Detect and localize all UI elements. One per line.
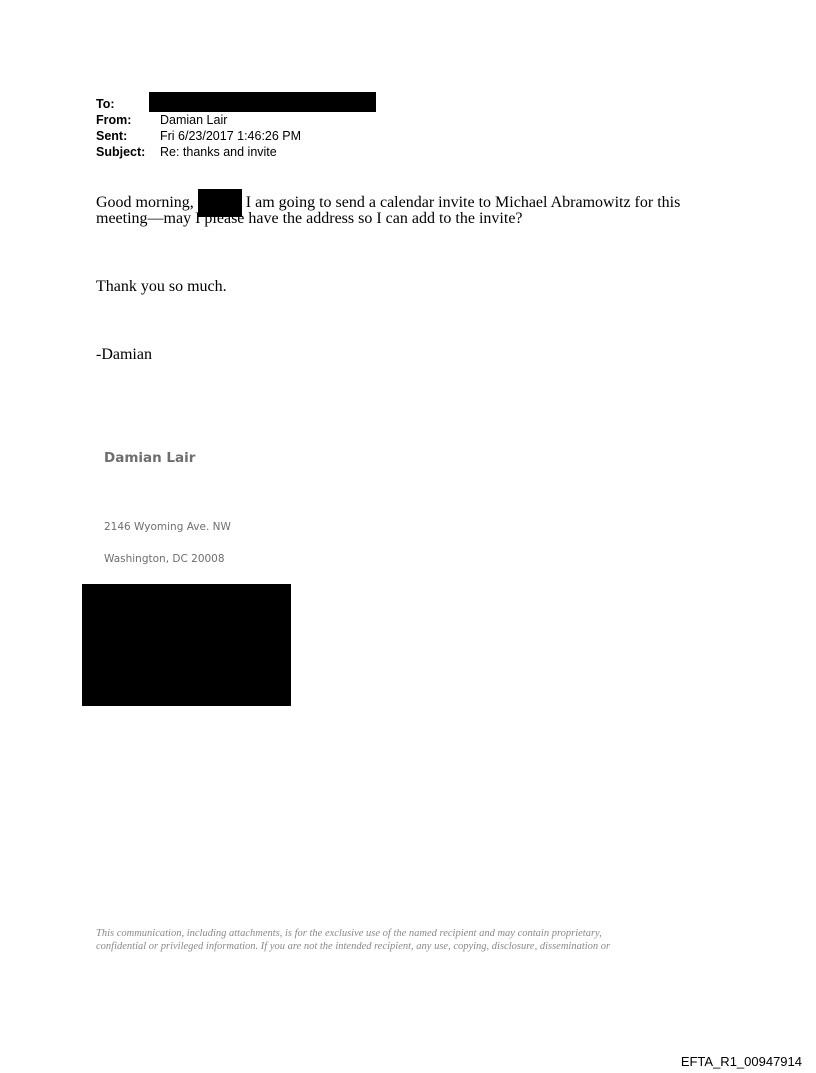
disclaimer-line-2: confidential or privileged information. If you are not the intended recipient, any use, copying, disclosure, dissemination or [96,941,611,952]
disclaimer-line-1: This communication, including attachments, is for the exclusive use of the named recipient and may contain proprietary, [96,928,602,939]
signoff-line: -Damian [96,346,152,363]
subject-row [96,144,376,160]
from-row [96,112,376,128]
greeting-text: Good morning, [96,194,194,211]
to-label: To: [96,97,115,111]
signature-address-line2: Washington, DC 20008 [104,553,225,565]
redacted-block [82,584,291,706]
body-line-1-rest: I am going to send a calendar invite to Michael Abramowitz for this [245,194,681,211]
sent-value: Fri 6/23/2017 1:46:26 PM [160,129,302,143]
confidentiality-disclaimer [96,927,736,953]
body-line-2: meeting—may I please have the address so I can add to the invite? [96,210,523,227]
thanks-line: Thank you so much. [96,278,227,295]
from-label: From: [96,113,132,127]
email-header [96,96,376,160]
to-row [96,96,376,112]
sent-row [96,128,376,144]
signature-address-line1: 2146 Wyoming Ave. NW [104,521,231,533]
signature-name: Damian Lair [104,450,196,466]
redacted-recipient [149,92,376,112]
from-value: Damian Lair [160,113,228,127]
subject-label: Subject: [96,145,146,159]
document-id: EFTA_R1_00947914 [680,1054,802,1069]
sent-label: Sent: [96,129,128,143]
subject-value: Re: thanks and invite [160,145,277,159]
